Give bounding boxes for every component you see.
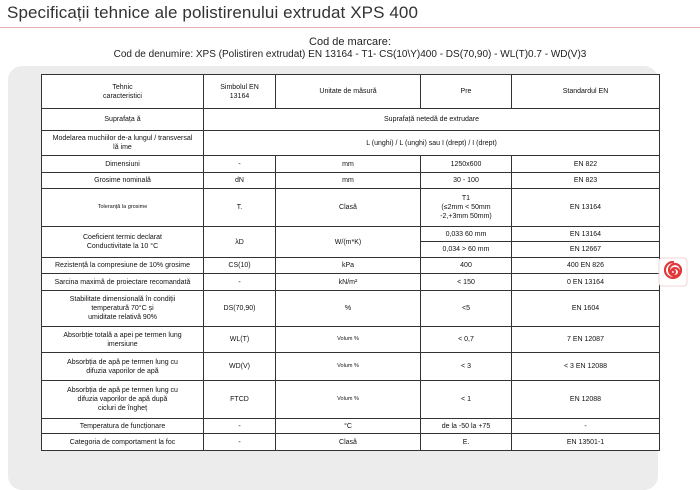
cell-standard: EN 12667 <box>512 242 660 258</box>
table-row <box>42 274 660 291</box>
cell-value: T1 (≤2mm < 50mm -2,+3mm 50mm) <box>421 189 512 227</box>
page-title: Specificații tehnice ale polistirenului extrudat XPS 400 <box>7 3 419 22</box>
cell-standard: 0 EN 13164 <box>512 274 660 291</box>
table-row <box>42 353 660 381</box>
cell-label: Toleranță la grosime <box>42 189 204 227</box>
cell-symbol: - <box>204 434 276 451</box>
cell-standard: EN 13164 <box>512 227 660 242</box>
cell-edges-value: L (unghi) / L (unghi) sau I (drept) / I (drept) <box>204 131 660 156</box>
cell-value: 0,034 > 60 mm <box>421 242 512 258</box>
cell-value: 0,033 60 mm <box>421 227 512 242</box>
cell-unit: Volum % <box>276 381 421 419</box>
header-unit: Unitate de măsură <box>276 75 421 109</box>
cell-unit: kN/m² <box>276 274 421 291</box>
cell-standard: 400 EN 826 <box>512 258 660 274</box>
table-row <box>42 327 660 353</box>
cell-standard: EN 13164 <box>512 189 660 227</box>
cell-unit: Clasă <box>276 189 421 227</box>
cell-symbol: WL(T) <box>204 327 276 353</box>
cell-symbol: FTCD <box>204 381 276 419</box>
cell-edges-label: Modelarea muchiilor de-a lungul / transversal lă ime <box>42 131 204 156</box>
cell-standard: EN 822 <box>512 156 660 173</box>
cell-value: < 1 <box>421 381 512 419</box>
cell-standard: EN 12088 <box>512 381 660 419</box>
cell-label: Rezistență la compresiune de 10% grosime <box>42 258 204 274</box>
cell-value: 1250x600 <box>421 156 512 173</box>
cell-value: 400 <box>421 258 512 274</box>
cell-label: Sarcina maximă de proiectare recomandată <box>42 274 204 291</box>
cell-label: Categoria de comportament la foc <box>42 434 204 451</box>
table-row <box>42 434 660 451</box>
cell-symbol: dN <box>204 173 276 189</box>
table-row <box>42 109 660 131</box>
designation-code-line: Cod de denumire: XPS (Polistiren extrudat) EN 13164 - T1- CS(10\Y)400 - DS(70,90) - WL(T)0.7 - WD(V)3 <box>113 49 587 60</box>
cell-standard: EN 823 <box>512 173 660 189</box>
cell-label: Absorbția de apă pe termen lung cu difuzia vaporilor de apă <box>42 353 204 381</box>
cell-value: <5 <box>421 291 512 327</box>
cell-surface-value: Suprafață netedă de extrudare <box>204 109 660 131</box>
cell-standard: < 3 EN 12088 <box>512 353 660 381</box>
cell-label: Grosime nominală <box>42 173 204 189</box>
cell-symbol: CS(10) <box>204 258 276 274</box>
cell-label: Absorbție totală a apei pe termen lung imersiune <box>42 327 204 353</box>
header-value: Pre <box>421 75 512 109</box>
cell-surface-label: Suprafața ă <box>42 109 204 131</box>
header-standard: Standardul EN <box>512 75 660 109</box>
cell-value: < 0,7 <box>421 327 512 353</box>
table-row <box>42 419 660 434</box>
table-row <box>42 381 660 419</box>
cell-symbol: - <box>204 419 276 434</box>
cell-symbol: λD <box>204 227 276 258</box>
specifications-table <box>41 74 660 451</box>
cell-symbol: T. <box>204 189 276 227</box>
cell-unit: W/(m*K) <box>276 227 421 258</box>
cell-label: Coeficient termic declarat Conductivitate la 10 °C <box>42 227 204 258</box>
table-row <box>42 189 660 227</box>
cell-symbol: - <box>204 274 276 291</box>
table-row <box>42 173 660 189</box>
cell-standard: EN 1604 <box>512 291 660 327</box>
cell-unit: mm <box>276 173 421 189</box>
marking-code-heading: Cod de marcare: <box>309 36 391 48</box>
table-row <box>42 258 660 274</box>
cell-symbol: DS(70,90) <box>204 291 276 327</box>
cell-standard: 7 EN 12087 <box>512 327 660 353</box>
cell-label: Temperatura de funcționare <box>42 419 204 434</box>
cell-unit: % <box>276 291 421 327</box>
red-spiral-logo-icon[interactable] <box>658 257 688 287</box>
cell-unit: °C <box>276 419 421 434</box>
table-row <box>42 156 660 173</box>
cell-standard: - <box>512 419 660 434</box>
cell-unit: Volum % <box>276 353 421 381</box>
cell-symbol: - <box>204 156 276 173</box>
cell-value: de la -50 la +75 <box>421 419 512 434</box>
header-characteristics: Tehnic caracteristici <box>42 75 204 109</box>
table-row <box>42 131 660 156</box>
cell-value: E. <box>421 434 512 451</box>
title-divider <box>0 27 700 28</box>
cell-value: < 3 <box>421 353 512 381</box>
cell-value: 30 - 100 <box>421 173 512 189</box>
cell-label: Stabilitate dimensională în condiții temperatură 70°C și umiditate relativă 90% <box>42 291 204 327</box>
cell-symbol: WD(V) <box>204 353 276 381</box>
cell-label: Absorbția de apă pe termen lung cu difuzia vaporilor de apă după cicluri de îngheț <box>42 381 204 419</box>
cell-unit: mm <box>276 156 421 173</box>
cell-unit: Volum % <box>276 327 421 353</box>
table-row <box>42 227 660 242</box>
cell-unit: Clasă <box>276 434 421 451</box>
cell-value: < 150 <box>421 274 512 291</box>
table-header-row <box>42 75 660 109</box>
table-row <box>42 291 660 327</box>
cell-unit: kPa <box>276 258 421 274</box>
header-symbol: Simbolul EN 13164 <box>204 75 276 109</box>
cell-standard: EN 13501-1 <box>512 434 660 451</box>
cell-label: Dimensiuni <box>42 156 204 173</box>
